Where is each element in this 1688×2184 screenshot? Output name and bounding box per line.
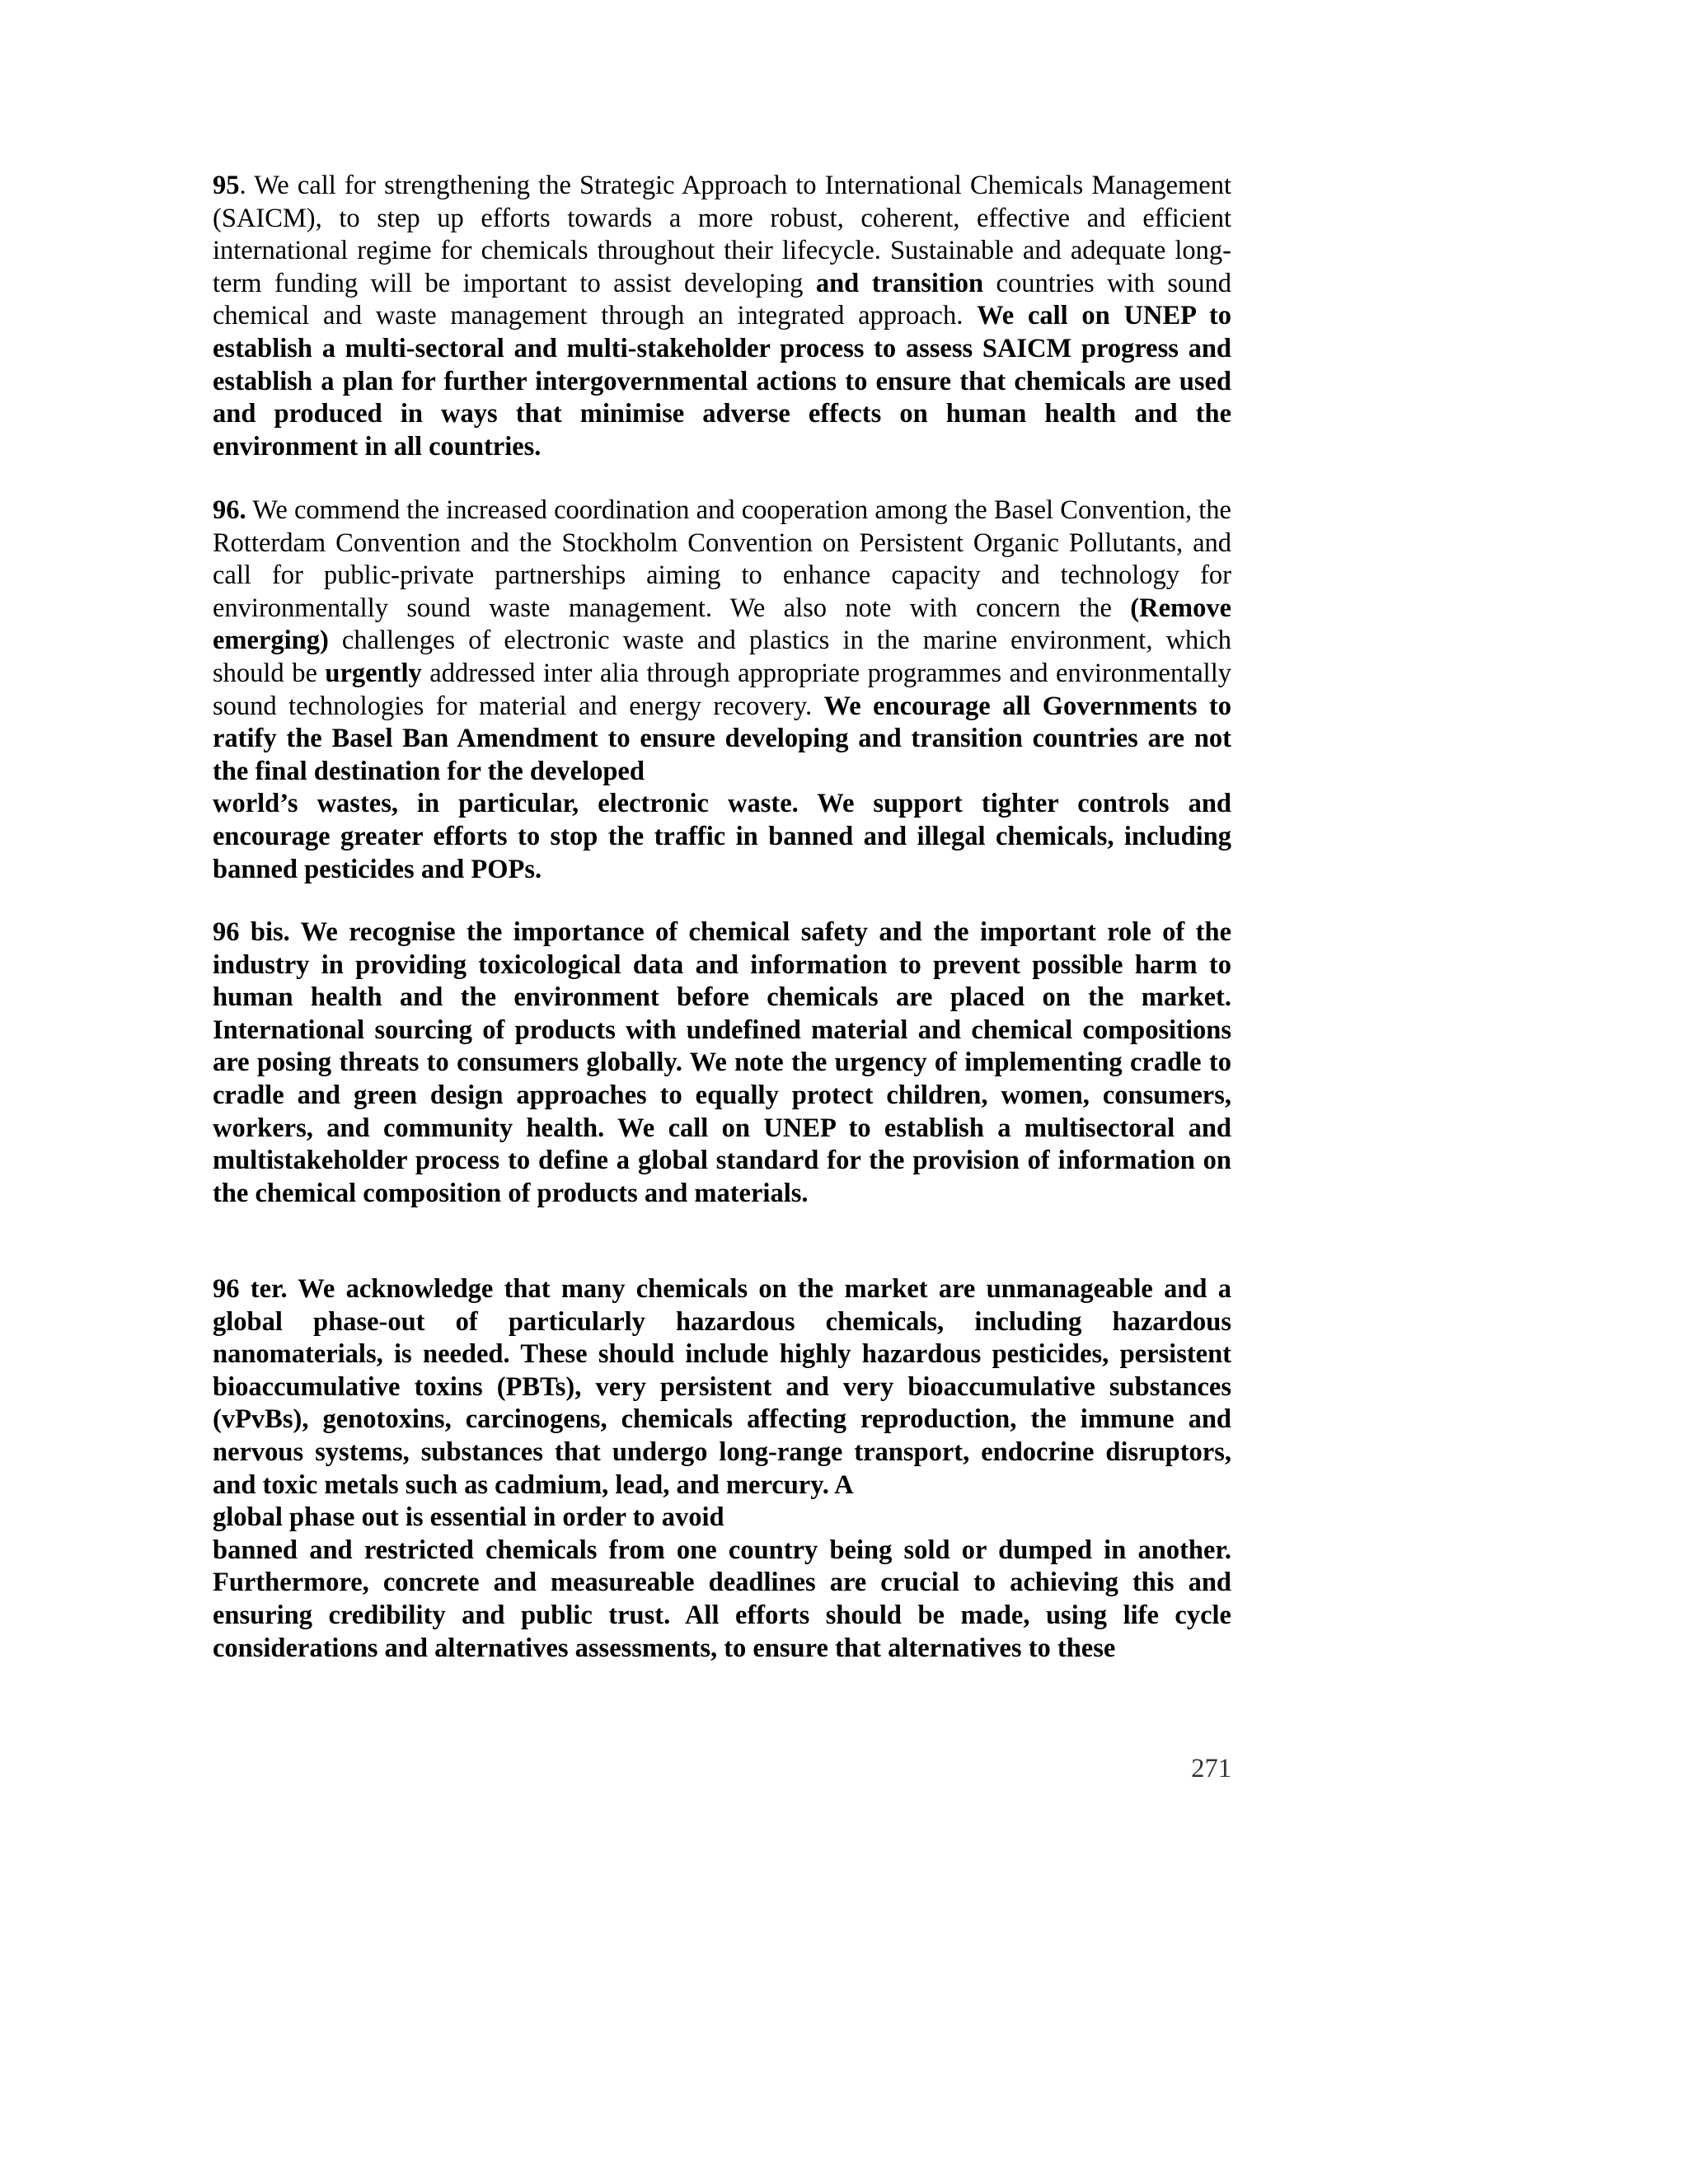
paragraph-text: countries with sound chemical and waste management through an integrated approach. — [213, 268, 1231, 331]
paragraph-text: global phase out is essential in order to avoid — [213, 1502, 724, 1533]
paragraph-text: 96 ter. We acknowledge that many chemicals on the market are unmanageable and a global phase-out of particularly hazardous chemicals, including hazardous nanomaterials, is needed. These should include highly hazardous pesticides, persistent bioaccumulative toxins (PBTs), very persistent and very bioaccumulative substances (vPvBs), genotoxins, carcinogens, chemicals affecting reproduction, the immune and nervous systems, substances that undergo long-range transport, endocrine disruptors, and toxic metals such as cadmium, lead, and mercury. A — [213, 1274, 1231, 1500]
bold-insertion: (Remove emerging) — [213, 593, 1231, 656]
paragraph-96 — [213, 494, 1231, 886]
paragraph-96-bis — [213, 916, 1231, 1210]
bold-insertion: urgently — [325, 658, 422, 688]
paragraph-text: banned and restricted chemicals from one country being sold or dumped in another. Furthermore, concrete and measureable deadlines are crucial to achieving this and ensuring credibility and public trust. All efforts should be made, using life cycle considerations and alternatives assessments, to ensure that alternatives to these — [213, 1535, 1231, 1663]
paragraph-text: We commend the increased coordination and cooperation among the Basel Convention, the Rotterdam Convention and the Stockholm Convention on Persistent Organic Pollutants, and call for public-private partnerships aiming to enhance capacity and technology for environmentally sound waste management. We also note with concern the — [213, 495, 1231, 623]
bold-insertion: world’s wastes, in particular, electronic waste. We support tighter controls and encourage greater efforts to stop the traffic in banned and illegal chemicals, including banned pesticides and POPs. — [213, 789, 1231, 884]
bold-insertion: We encourage all Governments to ratify the Basel Ban Amendment to ensure developing and transition countries are not the final destination for the developed — [213, 691, 1231, 786]
paragraph-number: 96. — [213, 495, 246, 525]
paragraph-text: addressed inter alia through appropriate programmes and environmentally sound technologies for material and energy recovery. — [213, 658, 1231, 721]
paragraph-text: 96 bis. We recognise the importance of chemical safety and the important role of the industry in providing toxicological data and information to prevent possible harm to human health and the environment before chemicals are placed on the market. International sourcing of products with undefined material and chemical compositions are posing threats to consumers globally. We note the urgency of implementing cradle to cradle and green design approaches to equally protect children, women, consumers, workers, and community health. We call on UNEP to establish a multisectoral and multistakeholder process to define a global standard for the provision of information on the chemical composition of products and materials. — [213, 917, 1231, 1208]
paragraph-text: . We call for strengthening the Strategic Approach to International Chemicals Management (SAICM), to step up efforts towards a more robust, coherent, effective and efficient international regime for chemicals throughout their lifecycle. Sustainable and adequate long-term funding will be important to assist developing — [213, 171, 1231, 298]
page-number: 271 — [1191, 1754, 1231, 1783]
bold-insertion: We call on UNEP to establish a multi-sectoral and multi-stakeholder process to assess SAICM progress and establish a plan for further intergovernmental actions to ensure that chemicals are used and produced in ways that minimise adverse effects on human health and the environment in all countries. — [213, 301, 1231, 462]
paragraph-number: 95 — [213, 171, 240, 200]
paragraph-text: challenges of electronic waste and plastics in the marine environment, which should be — [213, 626, 1231, 688]
paragraph-96-ter — [213, 1273, 1231, 1665]
paragraph-95 — [213, 170, 1231, 463]
bold-insertion: and transition — [815, 268, 984, 298]
